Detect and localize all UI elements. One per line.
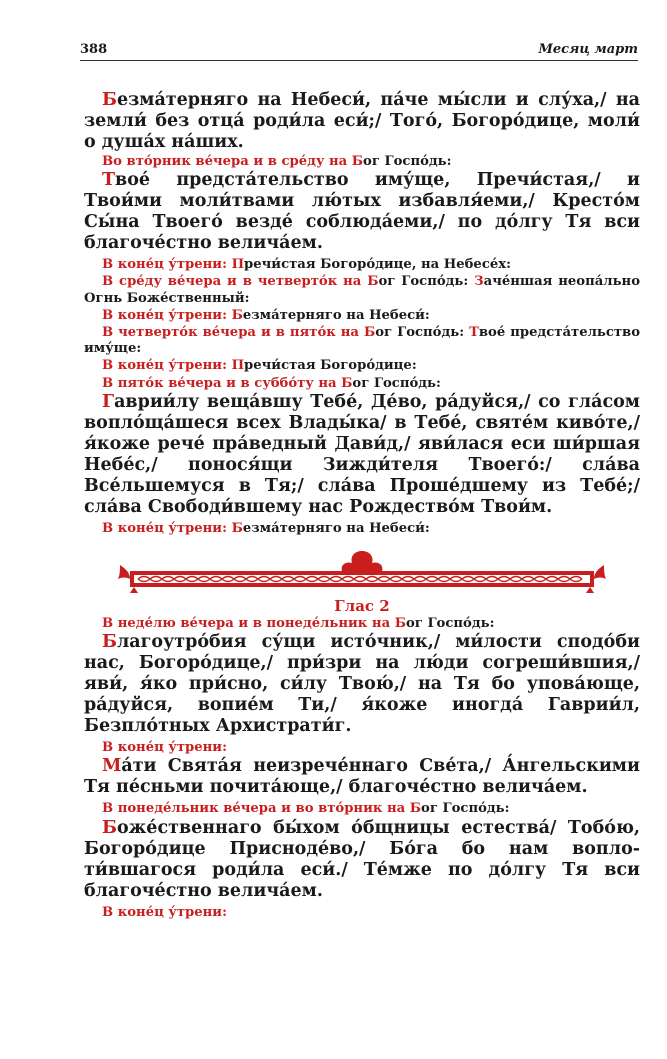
- troparion-1: Безма́терняго на Небеси́, па́че мы́сли и слу́ха,/ на земли́ без отца́ роди́ла еси́;/ Того́, Богоро́дице, моли́ о душа́х на́ших.: [84, 90, 640, 152]
- rubric-5: В четверто́к ве́чера и в пято́к на Бог Госпо́дь: Твое́ предста́тельство иму́ще:: [84, 325, 640, 357]
- tone-heading: Глас 2: [334, 597, 390, 616]
- rubric-1: Во вто́рник ве́чера и в сре́ду на Бог Госпо́дь:: [102, 154, 452, 169]
- running-header: [80, 42, 638, 61]
- rubric-7: В пято́к ве́чера и в суббо́ту на Бог Госпо́дь:: [102, 375, 441, 391]
- troparion-3: Гаврии́лу веща́вшу Тебе́, Де́во, ра́дуйся,/ со гла́сом вопло́ща́шеся всех Влады́ка/ в Тебе́, святе́м киво́те,/ я́коже рече́ пра́ведный Дави́д,/ яви́лася еси ши́ршая Небе́с,/ понося́щи Зижди́теля Твоего́:/ сла́ва Все́льшемуся в Тя;/ сла́ва Проше́дшему из Тебе́;/ сла́ва Свободи́вшему нас Рождество́м Твои́м.: [84, 391, 640, 517]
- rubric-6: В коне́ц у́трени: Пречи́стая Богоро́дице:: [102, 358, 417, 374]
- page-number: 388: [80, 42, 108, 57]
- rubric-10: В коне́ц у́трени:: [102, 740, 227, 756]
- rubric-8: В коне́ц у́трени: Безма́терняго на Небеси́:: [102, 520, 430, 536]
- running-title: Месяц март: [538, 42, 638, 57]
- rubric-12: В коне́ц у́трени:: [102, 904, 227, 920]
- rubric-11: В понеде́льник ве́чера и во вто́рник на Бог Госпо́дь:: [102, 801, 510, 817]
- troparion-5: Ма́ти Свята́я неизрече́ннаго Све́та,/ А́нгельскими Тя пе́сньми почита́юще,/ благоче́стно велича́ем.: [84, 756, 640, 798]
- troparion-2: Твое́ предста́тельство иму́ще, Пречи́стая,/ и Твои́ми моли́твами лю́тых избавля́еми,/ Кресто́м Сы́на Твоего́ везде́ соблюда́еми,/ по до́лгу Тя вси благоче́стно велича́ем.: [84, 170, 640, 254]
- troparion-4: Благоутро́бия су́щи исто́чник,/ ми́лости сподо́би нас, Богоро́дице,/ при́зри на лю́ди согреши́вшия,/ яви́, я́ко при́сно, си́лу Твою́,/ на Тя бо упова́юще, ра́дуйся, вопие́м Ти,/ я́коже иногда́ Гаврии́л, Безпло́тных Архистрати́г.: [84, 632, 640, 737]
- rubric-3: В сре́ду ве́чера и в четверто́к на Бог Госпо́дь: Заче́ншая неопа́льно Огнь Боже́ственный:: [84, 274, 640, 306]
- rubric-2: В коне́ц у́трени: Пречи́стая Богоро́дице, на Небесе́х:: [102, 257, 511, 273]
- rubric-4: В коне́ц у́трени: Безма́терняго на Небеси́:: [102, 307, 430, 323]
- headpiece-ornament-icon: [84, 545, 640, 595]
- drop-cap: Б: [102, 90, 117, 110]
- rubric-9: В неде́лю ве́чера и в понеде́льник на Бог Госпо́дь:: [102, 616, 495, 632]
- troparion-6: Боже́ственнаго бы́хом о́бщницы естества́/ Тобо́ю, Богоро́дице Присноде́во,/ Бо́га бо нам вопло-ти́вшагося роди́ла еси́./ Те́мже по до́лгу Тя вси благоче́стно велича́ем.: [84, 817, 640, 901]
- text-column: [84, 90, 640, 921]
